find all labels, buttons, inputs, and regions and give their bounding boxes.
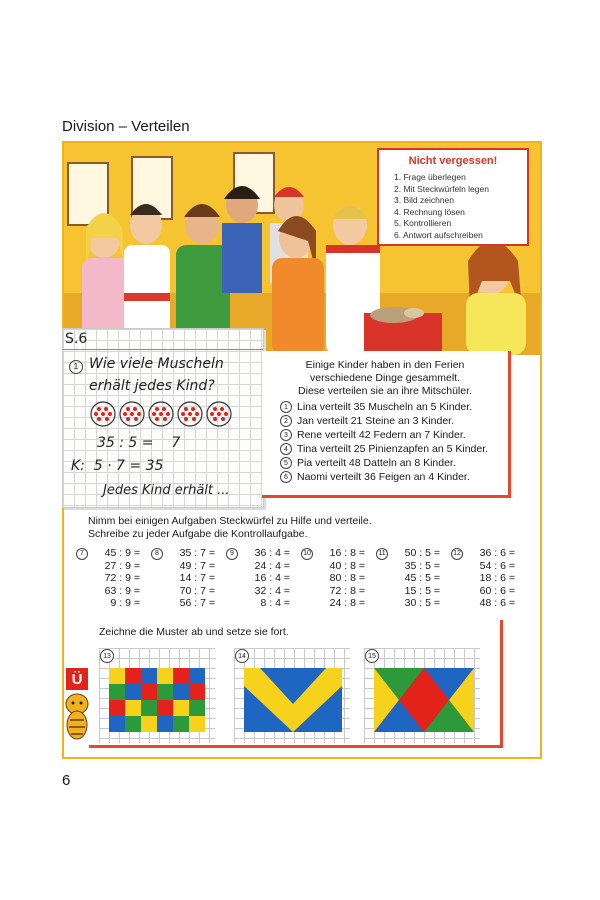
- pattern-number: 15: [365, 649, 379, 663]
- exercise-row: [151, 572, 226, 585]
- exercise-item: 16 : 4 =: [254, 572, 290, 584]
- task-text: Pia verteilt 48 Datteln an 8 Kinder.: [297, 457, 456, 469]
- exercise-item: 45 : 5 =: [404, 572, 440, 584]
- poster-step: 1. Frage überlegen: [394, 172, 466, 182]
- page-number: 6: [62, 772, 71, 789]
- exercise-item: 49 : 7 =: [179, 559, 215, 572]
- task-item: [280, 471, 470, 483]
- exercise-column: [301, 546, 376, 610]
- task-text: Lina verteilt 35 Muscheln an 5 Kinder.: [297, 401, 473, 413]
- exercise-item: 56 : 7 =: [179, 597, 215, 609]
- exercise-item: 18 : 6 =: [479, 572, 515, 584]
- exercise-row: [301, 585, 376, 598]
- pattern-13-blocks: [99, 648, 215, 743]
- exercise-row: [451, 546, 526, 560]
- panel-intro-line: Diese verteilen sie an ihre Mitschüler.: [298, 385, 472, 397]
- pattern-grid-13: [99, 648, 215, 743]
- poster-step: 5. Kontrollieren: [394, 218, 452, 228]
- exercise-item: 45 : 9 =: [104, 546, 140, 559]
- exercise-row: [301, 597, 376, 610]
- notebook-card: [62, 328, 264, 508]
- exercise-item: 8 : 4 =: [260, 597, 290, 609]
- task-text: Naomi verteilt 36 Feigen an 4 Kinder.: [297, 471, 470, 483]
- exercise-item: 63 : 9 =: [104, 584, 140, 597]
- exercise-item: 9 : 9 =: [110, 597, 140, 609]
- exercise-number: 12: [451, 548, 463, 560]
- exercise-row: [76, 560, 151, 573]
- poster-step: 2. Mit Steckwürfeln legen: [394, 183, 489, 194]
- note-equation: 35 : 5 = 7: [97, 435, 181, 451]
- task-item: [280, 401, 472, 413]
- exercise-item: 80 : 8 =: [329, 572, 365, 584]
- poster-step: 3. Bild zeichnen: [394, 195, 455, 205]
- exercise-item: 36 : 4 =: [254, 546, 290, 559]
- exercise-row: [376, 585, 451, 598]
- exercise-row: [451, 560, 526, 573]
- pattern-grid-15: [364, 648, 480, 743]
- pattern-instructions: Zeichne die Muster ab und setze sie fort.: [99, 626, 289, 638]
- exercise-row: [376, 560, 451, 573]
- exercise-row: [451, 585, 526, 598]
- exercise-item: 35 : 5 =: [404, 559, 440, 572]
- exercise-column: [451, 546, 526, 610]
- exercise-item: 50 : 5 =: [404, 546, 440, 559]
- instruction-line: Nimm bei einigen Aufgaben Steckwürfel zu Hilfe und verteile.: [88, 515, 372, 527]
- exercise-row: [151, 546, 226, 560]
- exercise-number: 11: [376, 548, 388, 560]
- shells-drawing: [89, 399, 239, 429]
- exercise-item: 16 : 8 =: [329, 546, 365, 559]
- task-number: 4: [280, 443, 292, 455]
- exercise-row: [226, 546, 301, 560]
- exercise-row: [301, 546, 376, 560]
- pattern-section: [89, 620, 503, 748]
- exercise-item: 24 : 8 =: [329, 597, 365, 609]
- exercise-row: [76, 585, 151, 598]
- exercise-item: 60 : 6 =: [479, 584, 515, 597]
- exercise-column: [151, 546, 226, 610]
- exercise-number: 10: [301, 548, 313, 560]
- exercise-row: [376, 597, 451, 610]
- exercise-row: [226, 572, 301, 585]
- note-answer: Jedes Kind erhält ...: [103, 483, 230, 498]
- note-rule: [63, 349, 263, 350]
- exercise-instructions: [88, 515, 372, 541]
- pattern-number: 13: [100, 649, 114, 663]
- task-number: 1: [280, 401, 292, 413]
- exercise-item: 24 : 4 =: [254, 559, 290, 572]
- task-item: [280, 443, 488, 455]
- pattern-14-zigzag: [234, 648, 350, 743]
- exercise-row: [451, 572, 526, 585]
- exercise-column: [226, 546, 301, 610]
- task-item: [280, 429, 466, 441]
- task-number: 6: [280, 471, 292, 483]
- exercise-item: 27 : 9 =: [104, 559, 140, 572]
- poster-step: 4. Rechnung lösen: [394, 206, 465, 217]
- exercise-number: 9: [226, 548, 238, 560]
- exercise-number: 8: [151, 548, 163, 560]
- task-item: [280, 457, 456, 469]
- pattern-number: 14: [235, 649, 249, 663]
- exercise-row: [76, 597, 151, 610]
- exercise-row: [301, 560, 376, 573]
- exercise-row: [451, 597, 526, 610]
- exercise-item: 54 : 6 =: [479, 559, 515, 572]
- exercise-item: 72 : 9 =: [104, 572, 140, 584]
- task-text: Rene verteilt 42 Federn an 7 Kinder.: [297, 429, 466, 441]
- exercise-column: [376, 546, 451, 610]
- story-panel: [262, 351, 511, 498]
- exercise-item: 70 : 7 =: [179, 584, 215, 597]
- poster-step: 6. Antwort aufschreiben: [394, 229, 483, 240]
- task-item: [280, 415, 454, 427]
- exercise-item: 48 : 6 =: [479, 597, 515, 609]
- task-text: Tina verteilt 25 Pinienzapfen an 5 Kinder.: [297, 443, 489, 455]
- exercise-item: 32 : 4 =: [254, 584, 290, 597]
- exercise-row: [151, 597, 226, 610]
- page-title: Division – Verteilen: [62, 118, 190, 135]
- task-number: 3: [280, 429, 292, 441]
- pattern-grid-14: [234, 648, 350, 743]
- note-question-line2: erhält jedes Kind?: [89, 378, 215, 394]
- exercise-row: [151, 560, 226, 573]
- classroom-illustration: [64, 143, 540, 355]
- exercise-number: 7: [76, 548, 88, 560]
- note-page-ref: S.6: [65, 331, 88, 347]
- exercise-grid: [76, 546, 526, 610]
- exercise-item: 40 : 8 =: [329, 559, 365, 572]
- poster-steps: [394, 172, 528, 241]
- note-task-number: 1: [69, 360, 83, 374]
- instruction-line: Schreibe zu jeder Aufgabe die Kontrollaufgabe.: [88, 528, 308, 540]
- pattern-15-triangles: [364, 648, 480, 743]
- note-check: K: 5 · 7 = 35: [71, 458, 164, 474]
- exercise-row: [226, 560, 301, 573]
- panel-intro-line: verschiedene Dinge gesammelt.: [310, 372, 460, 384]
- task-number: 2: [280, 415, 292, 427]
- task-text: Jan verteilt 21 Steine an 3 Kinder.: [297, 415, 455, 427]
- task-number: 5: [280, 457, 292, 469]
- exercise-column: [76, 546, 151, 610]
- panel-intro-line: Einige Kinder haben in den Ferien: [305, 359, 465, 371]
- exercise-row: [76, 572, 151, 585]
- exercise-item: 72 : 8 =: [329, 584, 365, 597]
- exercise-row: [376, 546, 451, 560]
- exercise-row: [226, 585, 301, 598]
- note-question-line1: Wie viele Muscheln: [89, 356, 224, 372]
- exercise-row: [301, 572, 376, 585]
- exercise-item: 15 : 5 =: [404, 584, 440, 597]
- exercise-row: [76, 546, 151, 560]
- exercise-item: 36 : 6 =: [479, 546, 515, 559]
- exercise-row: [151, 585, 226, 598]
- practice-badge: Ü: [66, 668, 88, 690]
- exercise-item: 14 : 7 =: [179, 572, 215, 584]
- panel-intro: [262, 359, 508, 398]
- exercise-row: [376, 572, 451, 585]
- exercise-row: [226, 597, 301, 610]
- tiger-mascot-icon: [62, 690, 92, 745]
- kid-4: [222, 186, 262, 293]
- exercise-item: 30 : 5 =: [404, 597, 440, 609]
- poster-title: Nicht vergessen!: [408, 155, 498, 167]
- exercise-item: 35 : 7 =: [179, 546, 215, 559]
